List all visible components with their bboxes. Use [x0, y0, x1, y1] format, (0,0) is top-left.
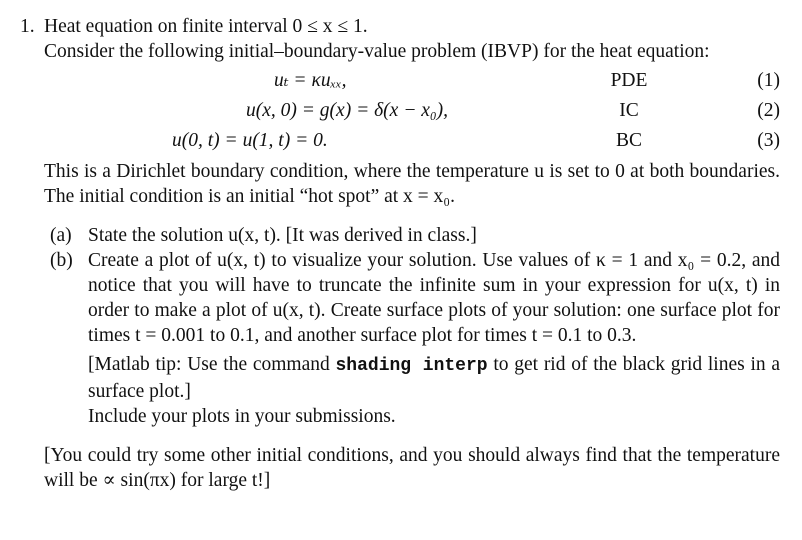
problem-title: Heat equation on finite interval 0 ≤ x ≤ 1. — [44, 16, 368, 37]
equation-row-bc — [44, 128, 780, 158]
subquestion-b-body — [88, 248, 780, 429]
equation-tag-pde: PDE — [610, 70, 648, 91]
matlab-tip-code: shading interp — [335, 356, 488, 376]
equation-tag-bc: BC — [615, 130, 642, 151]
problem-intro: Consider the following initial–boundary-value problem (IBVP) for the heat equation: — [44, 41, 710, 62]
subquestion-a — [50, 223, 780, 248]
matlab-tip-suffix: to get rid of the black grid lines in a surface plot.] — [88, 354, 781, 402]
include-plots-note: Include your plots in your submissions. — [88, 406, 396, 427]
subquestion-a-text: State the solution u(x, t). [It was derived in class.] — [88, 225, 477, 246]
problem-heading — [20, 14, 780, 39]
equation-block — [44, 66, 780, 159]
subquestion-list — [50, 223, 780, 429]
subquestion-b-label: (b) — [50, 250, 73, 271]
equation-number-2: (2) — [757, 100, 780, 121]
equation-row-ic — [44, 98, 780, 128]
boundary-explanation: This is a Dirichlet boundary condition, where the temperature u is set to 0 at both boundaries. The initial condition is an initial “hot spot” at x = x₀. — [44, 161, 780, 207]
footer-remark: [You could try some other initial conditions, and you should always find that the temperature will be ∝ sin(πx) for large t!] — [44, 445, 780, 491]
matlab-tip — [88, 352, 780, 404]
subquestion-a-label: (a) — [50, 225, 72, 246]
subquestion-b-text: Create a plot of u(x, t) to visualize your solution. Use values of κ = 1 and x₀ = 0.2, and notice that you will have to truncate the infinite sum in your expression for u(x, t) in order to make a plot of u(x, t). Create surface plots of your solution: one surface plot for times t = 0.001 to 0.1, and another surface plot for times t = 0.1 to 0.3. — [88, 250, 780, 346]
matlab-tip-prefix: [Matlab tip: Use the command — [88, 354, 330, 375]
equation-pde: uₜ = κuₓₓ, — [274, 70, 347, 91]
equation-number-1: (1) — [757, 70, 780, 91]
equation-number-3: (3) — [757, 130, 780, 151]
equation-bc: u(0, t) = u(1, t) = 0. — [172, 130, 328, 151]
equation-ic: u(x, 0) = g(x) = δ(x − x₀), — [246, 100, 449, 121]
problem-number: 1. — [20, 16, 35, 37]
equation-row-pde — [44, 68, 780, 98]
subquestion-b — [50, 248, 780, 429]
equation-tag-ic: IC — [619, 100, 639, 121]
